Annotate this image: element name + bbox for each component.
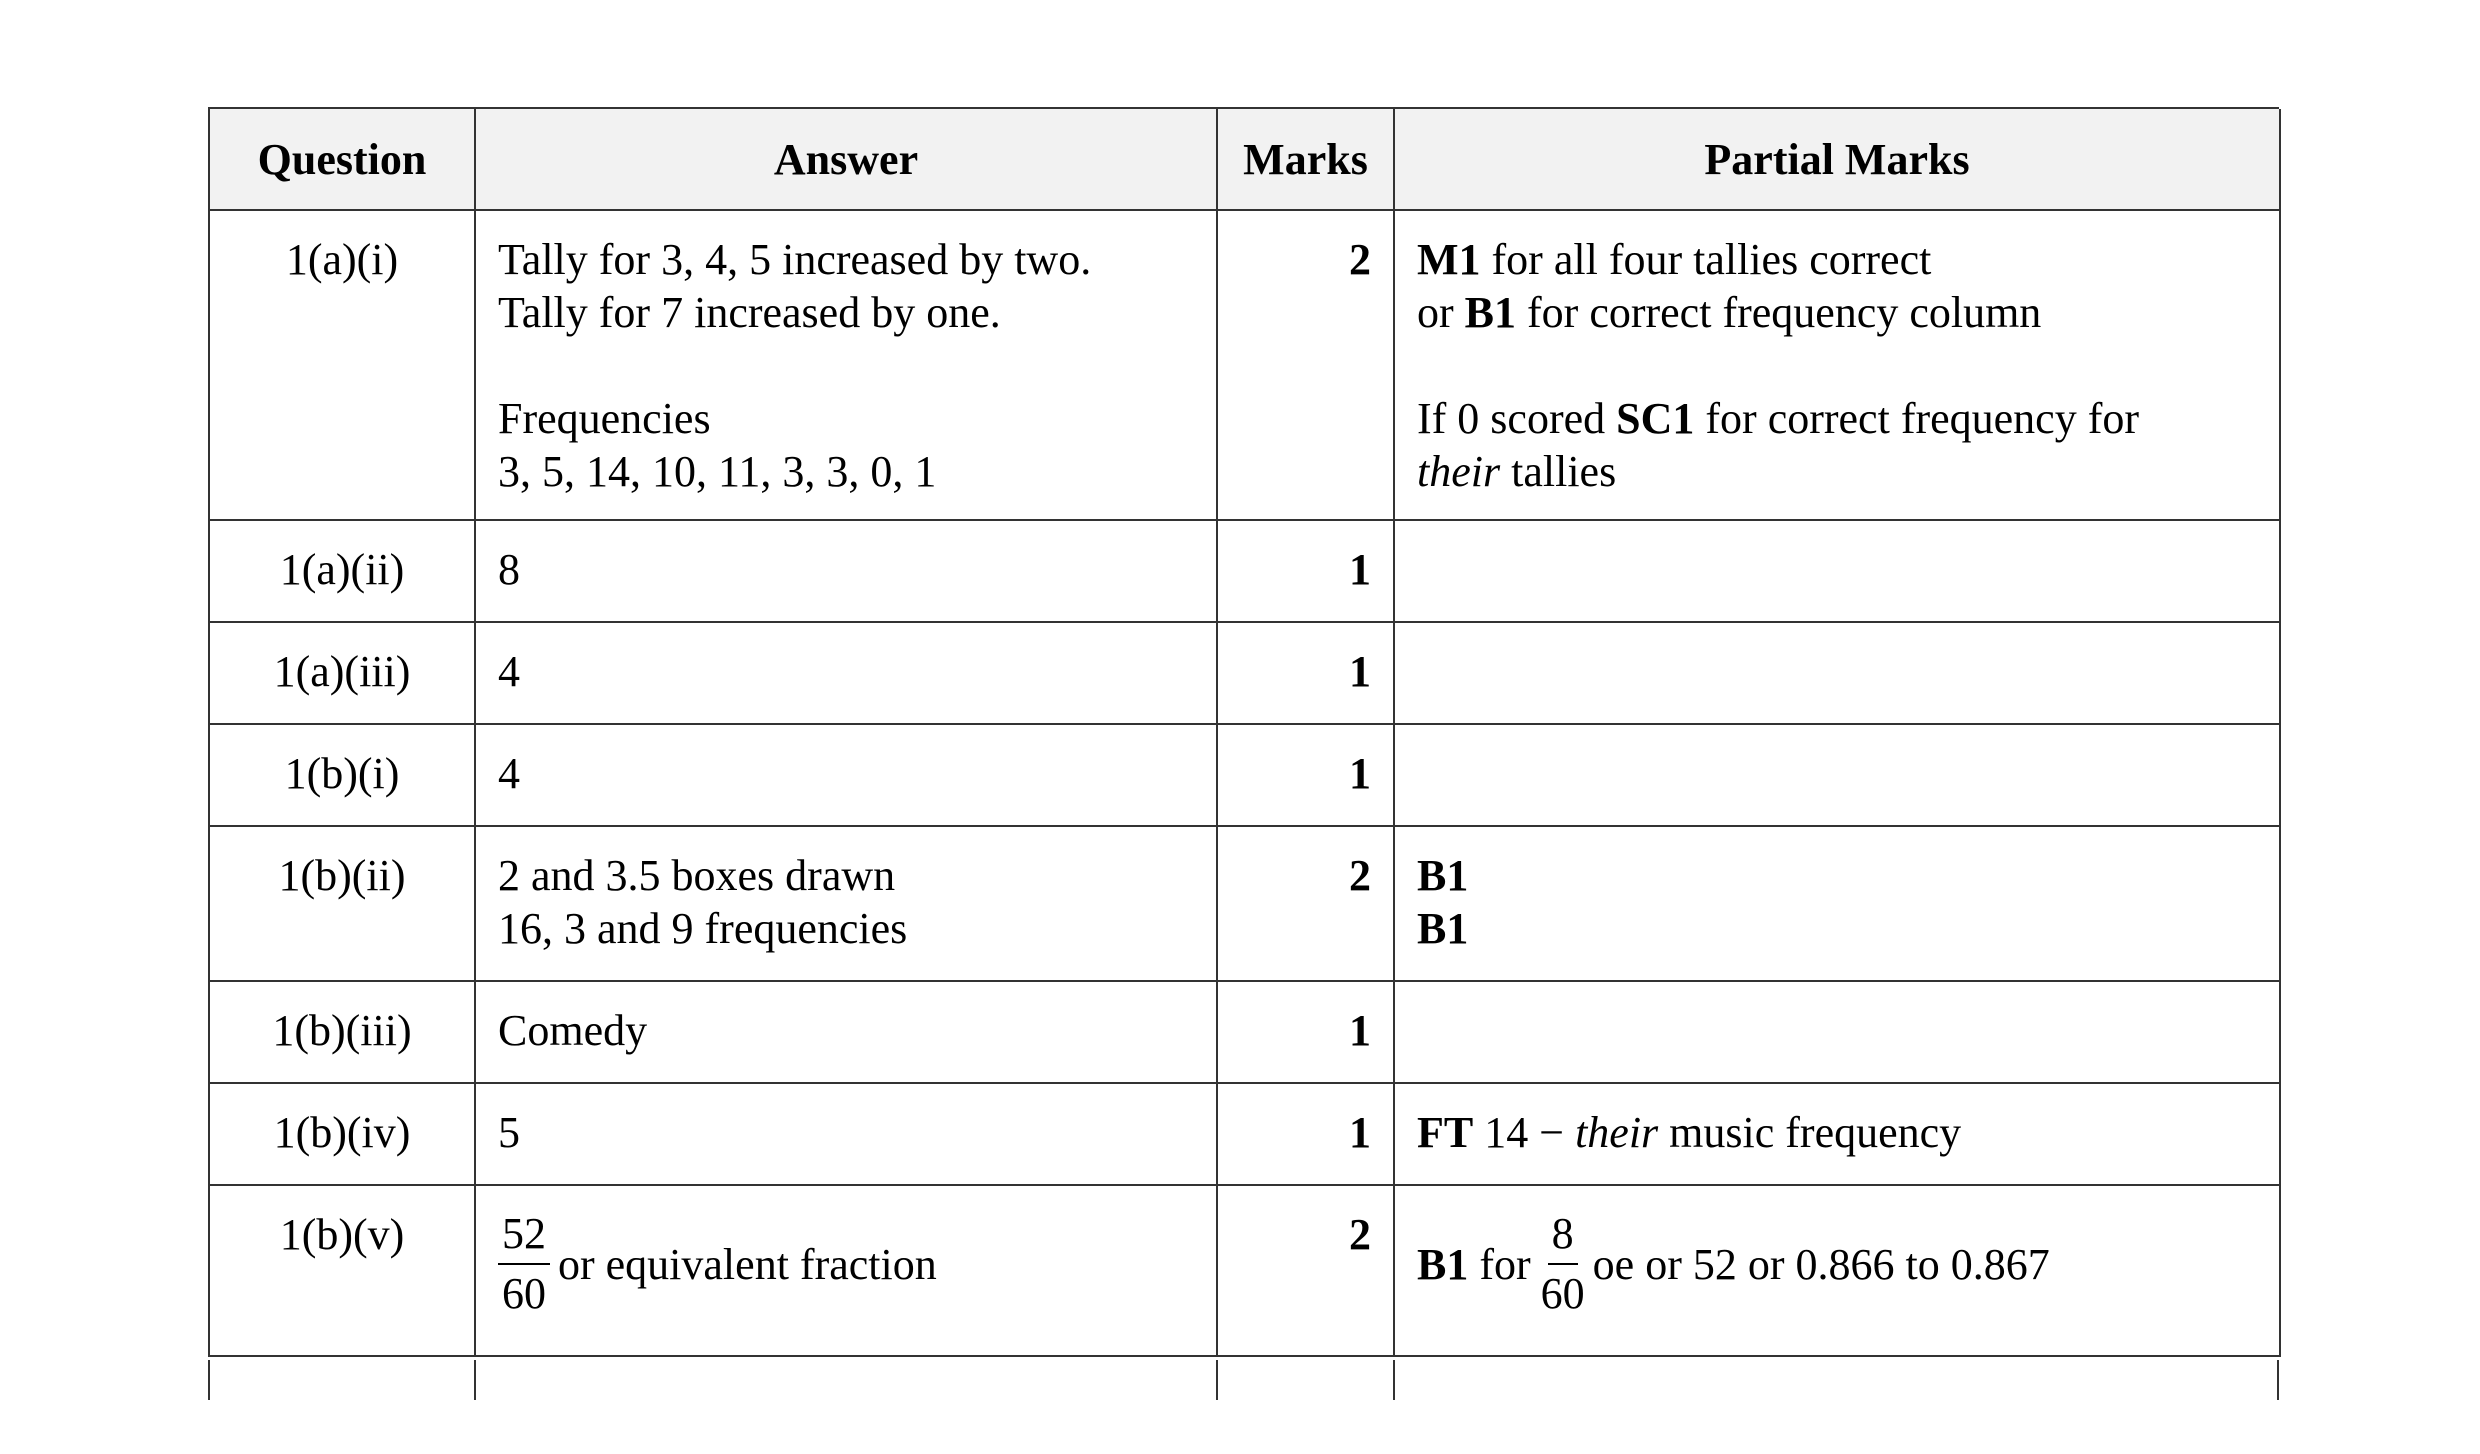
question-cell: 1(b)(iii): [210, 982, 476, 1084]
marks-cell: 2: [1218, 1186, 1395, 1357]
header-marks: Marks: [1218, 109, 1395, 211]
answer-line: 16, 3 and 9 frequencies: [498, 904, 908, 953]
answer-line: 2 and 3.5 boxes drawn: [498, 851, 896, 900]
partial-line: B1: [1417, 904, 1469, 953]
partial-marks-cell: [1395, 521, 2281, 623]
answer-cell: Comedy: [476, 982, 1218, 1084]
fraction-denominator: 60: [502, 1269, 546, 1318]
mark-code: B1: [1417, 1239, 1469, 1289]
partial-line: M1 for all four tallies correct: [1417, 235, 1932, 284]
answer-line: 3, 5, 14, 10, 11, 3, 3, 0, 1: [498, 447, 937, 496]
question-cell: 1(b)(i): [210, 725, 476, 827]
marks-cell: 1: [1218, 1084, 1395, 1186]
marks-cell: 1: [1218, 521, 1395, 623]
marks-cell: 1: [1218, 623, 1395, 725]
fraction-numerator: 52: [498, 1205, 550, 1265]
partial-marks-cell: [1395, 1186, 2281, 1357]
answer-line: Frequencies: [498, 394, 711, 443]
header-partial-marks: Partial Marks: [1395, 109, 2281, 211]
partial-marks-cell: [1395, 1084, 2281, 1186]
partial-marks-cell: [1395, 211, 2281, 521]
fraction-denominator: 60: [1540, 1269, 1585, 1318]
partial-line: B1: [1417, 851, 1469, 900]
partial-marks-cell: [1395, 725, 2281, 827]
partial-text: for: [1468, 1239, 1531, 1289]
marks-cell: 2: [1218, 211, 1395, 521]
partial-line: or B1 for correct frequency column: [1417, 288, 2042, 337]
mark-scheme-table: [208, 107, 2279, 1357]
marks-cell: 1: [1218, 725, 1395, 827]
question-cell: 1(b)(ii): [210, 827, 476, 982]
answer-cell: [476, 1186, 1218, 1357]
question-cell: 1(b)(v): [210, 1186, 476, 1357]
answer-cell: 4: [476, 725, 1218, 827]
question-cell: 1(a)(i): [210, 211, 476, 521]
table-continuation: [208, 1360, 2279, 1400]
fraction-numerator: 8: [1548, 1205, 1578, 1265]
answer-text: or equivalent fraction: [558, 1239, 937, 1289]
answer-cell: 4: [476, 623, 1218, 725]
question-cell: 1(a)(iii): [210, 623, 476, 725]
partial-marks-cell: [1395, 982, 2281, 1084]
fraction: [1541, 1205, 1585, 1323]
answer-line: Tally for 3, 4, 5 increased by two.: [498, 235, 1092, 284]
partial-line: their tallies: [1417, 447, 1617, 496]
answer-line: Tally for 7 increased by one.: [498, 288, 1001, 337]
partial-marks-cell: [1395, 827, 2281, 982]
answer-cell: 5: [476, 1084, 1218, 1186]
fraction: [498, 1205, 550, 1323]
partial-marks-cell: [1395, 623, 2281, 725]
marks-cell: 1: [1218, 982, 1395, 1084]
header-question: Question: [210, 109, 476, 211]
partial-line: FT 14 − their music frequency: [1417, 1108, 1962, 1157]
partial-text: oe or 52 or 0.866 to 0.867: [1592, 1239, 2050, 1289]
header-answer: Answer: [476, 109, 1218, 211]
question-cell: 1(a)(ii): [210, 521, 476, 623]
answer-cell: [476, 827, 1218, 982]
question-cell: 1(b)(iv): [210, 1084, 476, 1186]
answer-cell: [476, 211, 1218, 521]
marks-cell: 2: [1218, 827, 1395, 982]
answer-cell: 8: [476, 521, 1218, 623]
partial-line: If 0 scored SC1 for correct frequency for: [1417, 394, 2140, 443]
